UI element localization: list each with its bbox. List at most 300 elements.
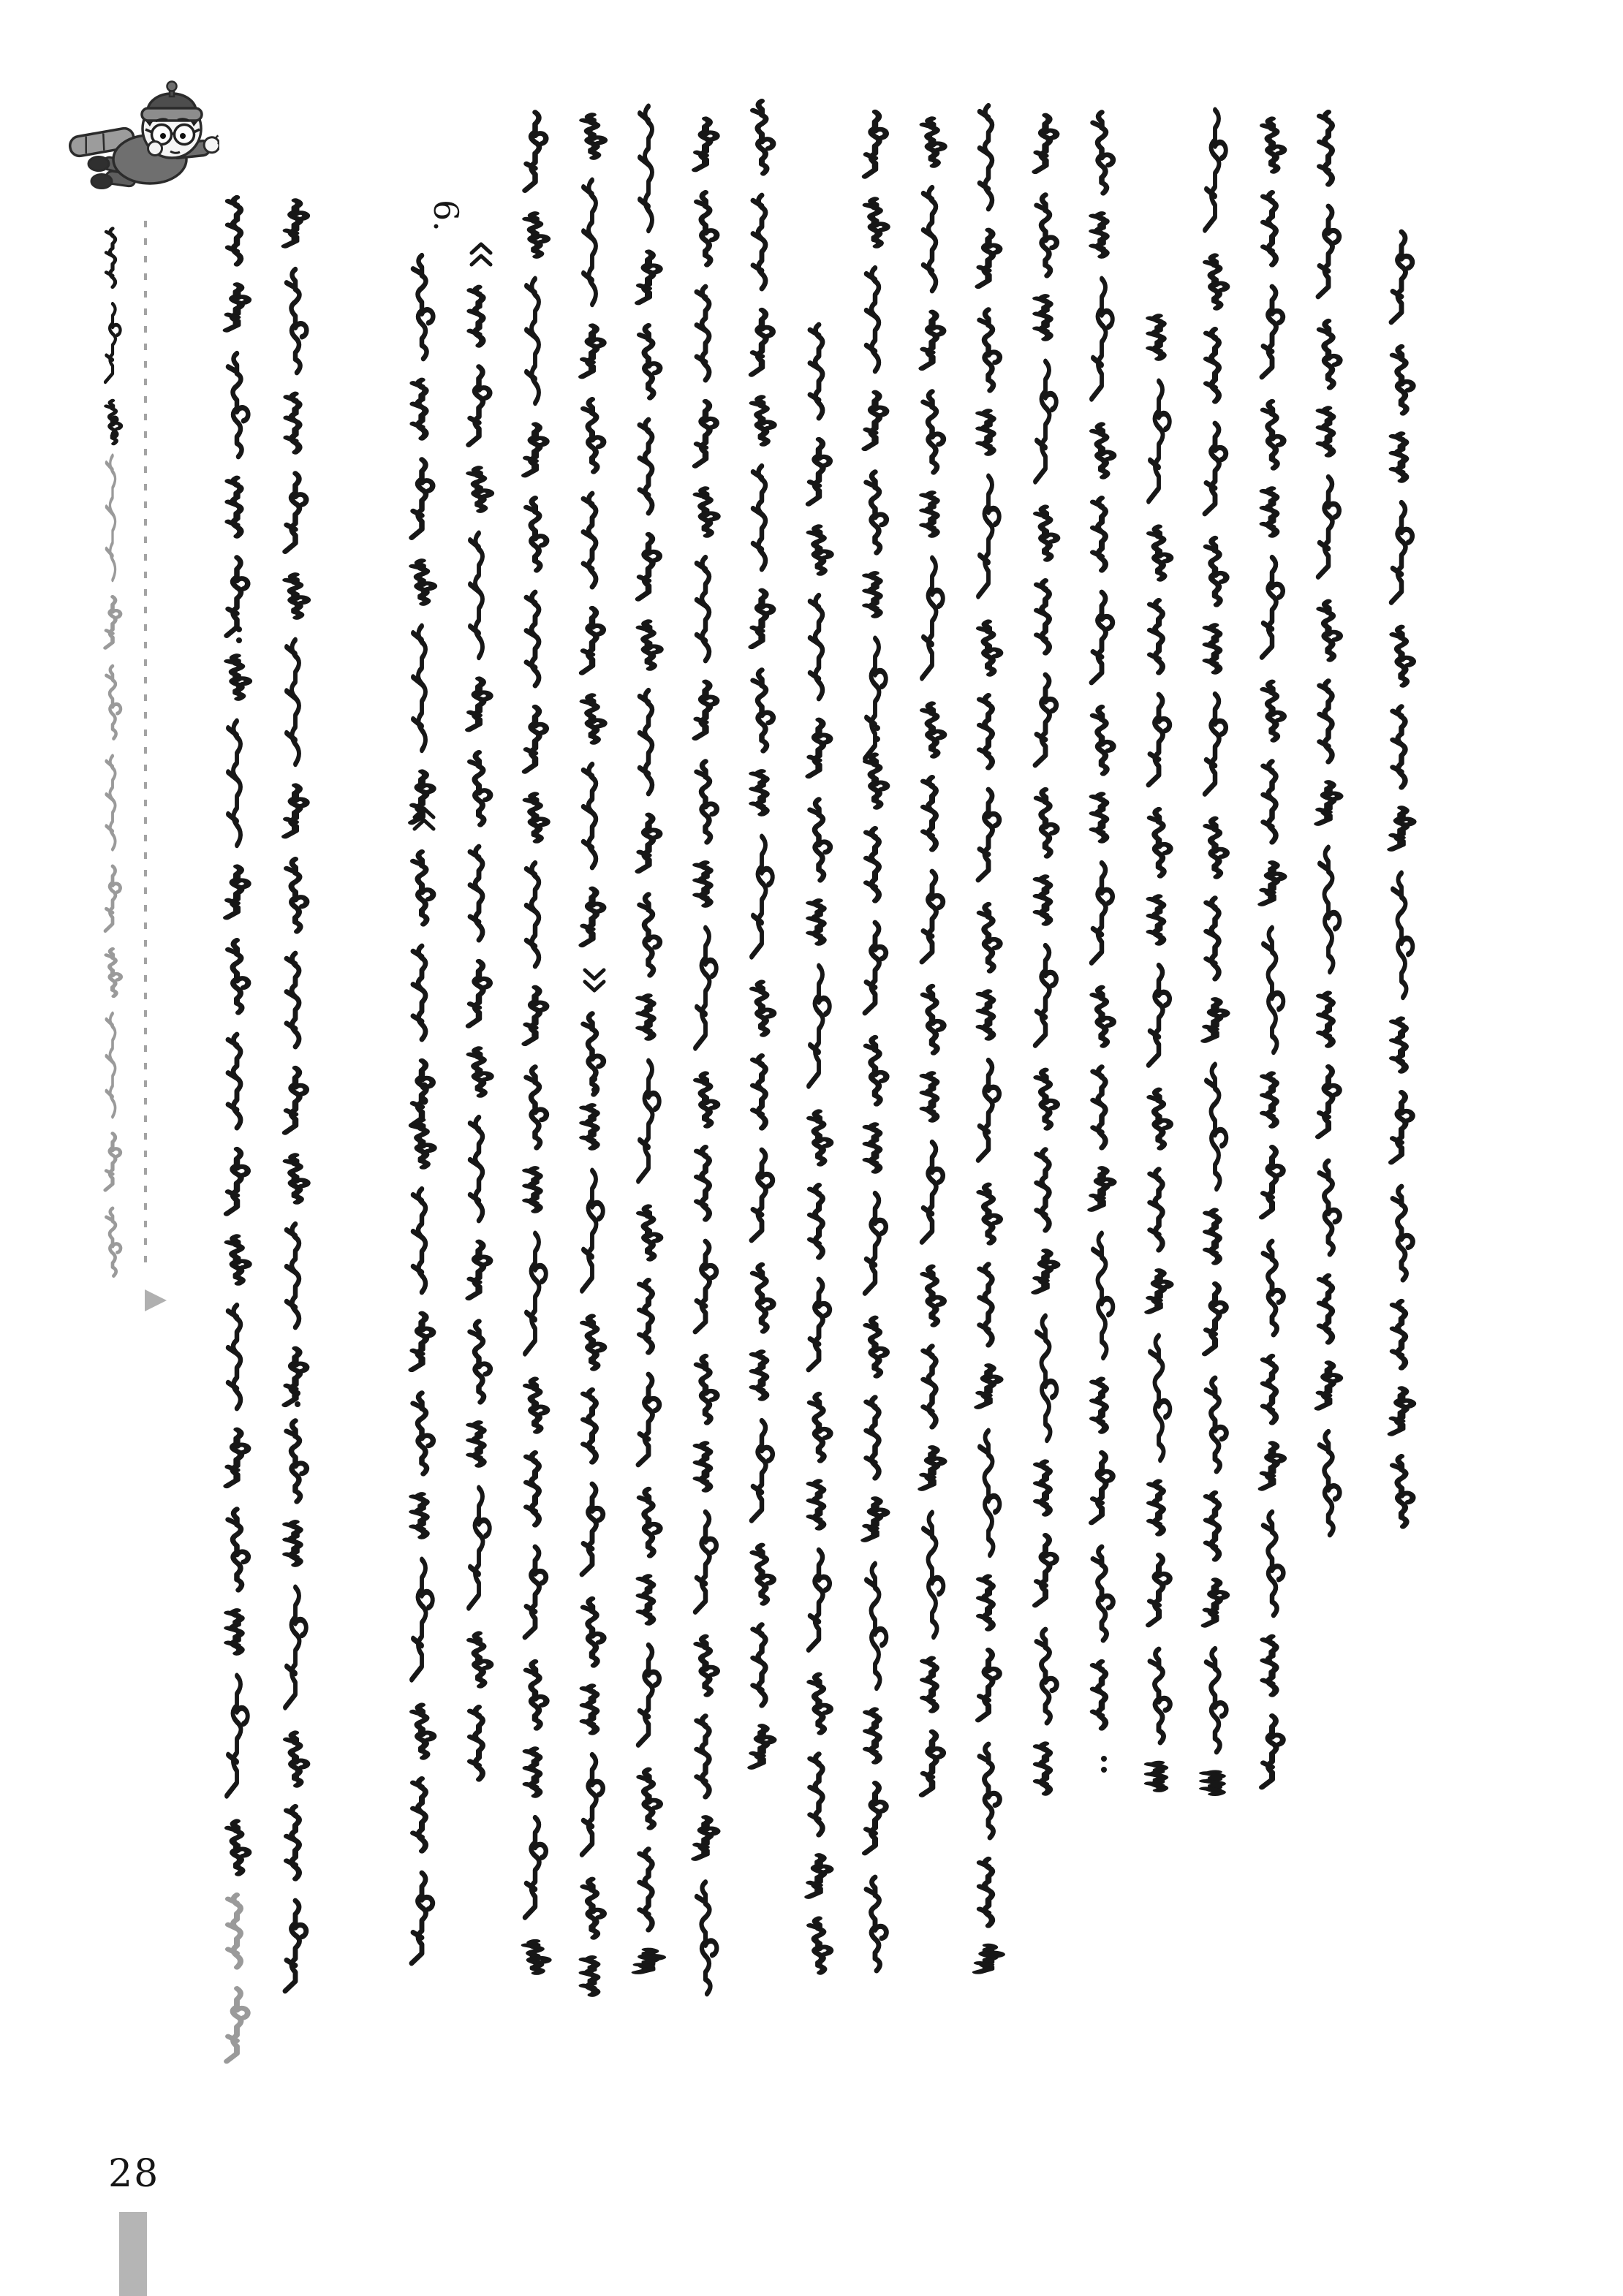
- script-word: [228, 478, 241, 537]
- script-word: [810, 1675, 830, 1733]
- script-word: [753, 771, 765, 814]
- script-word: [1206, 1649, 1226, 1752]
- script-word: [582, 1755, 603, 1855]
- script-word: [469, 678, 490, 730]
- script-word: [1393, 707, 1405, 788]
- script-word: [413, 1120, 433, 1167]
- script-word: [525, 707, 546, 772]
- script-word: [866, 268, 879, 371]
- script-word: [1037, 507, 1056, 559]
- script-word: [526, 1168, 539, 1211]
- script-word: [227, 1149, 248, 1214]
- script-word: [526, 1662, 546, 1729]
- script-word: [526, 279, 539, 403]
- script-word: [753, 1352, 765, 1399]
- script-word: [866, 199, 886, 246]
- script-word: [583, 399, 603, 471]
- text-column-3: [412, 256, 433, 1963]
- text-column-10: [809, 325, 830, 1973]
- script-word: [1320, 1161, 1339, 1254]
- script-word: [753, 101, 773, 173]
- script-word: [1149, 1270, 1170, 1312]
- script-word: [228, 656, 248, 699]
- script-word: [412, 460, 433, 538]
- text-column-7: [638, 106, 659, 1972]
- script-word: [866, 1124, 879, 1172]
- script-word: [923, 1658, 936, 1710]
- script-word: [1393, 346, 1412, 414]
- script-word: [227, 866, 248, 917]
- section-dots: [591, 1087, 597, 1093]
- script-word: [1206, 819, 1226, 877]
- script-word: [1149, 966, 1170, 1066]
- script-word: [287, 394, 299, 452]
- script-word: [752, 1726, 773, 1768]
- script-word: [1093, 113, 1113, 194]
- script-word: [525, 988, 546, 1045]
- script-word: [1093, 498, 1105, 570]
- script-word: [980, 106, 992, 209]
- script-word: [106, 949, 121, 996]
- section-dots: [295, 1401, 300, 1407]
- script-word: [470, 846, 483, 940]
- script-word: [526, 213, 546, 257]
- script-word: [1206, 1210, 1219, 1262]
- script-word: [978, 1061, 999, 1161]
- script-word: [866, 828, 879, 901]
- script-word: [923, 118, 943, 166]
- script-word: [1391, 1092, 1412, 1162]
- colon-mark: [420, 1097, 428, 1105]
- script-word: [470, 1707, 483, 1779]
- script-word: [106, 455, 115, 580]
- script-word: [412, 1559, 433, 1679]
- script-word: [287, 270, 306, 373]
- script-word: [413, 852, 433, 924]
- script-word: [865, 393, 886, 450]
- section-dots: [295, 1390, 300, 1396]
- script-word: [640, 691, 652, 794]
- script-word: [1037, 1070, 1056, 1129]
- script-word: [1093, 988, 1113, 1046]
- script-word: [285, 200, 306, 246]
- script-word: [1035, 1251, 1056, 1292]
- script-word: [287, 859, 306, 931]
- script-word: [1318, 1363, 1339, 1409]
- script-word: [697, 287, 709, 380]
- script-word: [980, 1185, 999, 1243]
- script-word: [809, 1855, 830, 1897]
- script-word: [470, 1633, 490, 1686]
- script-word: [470, 1048, 490, 1096]
- script-word: [980, 1859, 992, 1926]
- script-word: [583, 115, 603, 158]
- script-word: [865, 922, 886, 1013]
- script-word: [1092, 592, 1113, 683]
- script-word: [1262, 1147, 1283, 1217]
- exercise-number: 6.: [426, 200, 466, 232]
- script-word: [865, 1499, 886, 1540]
- script-word: [1263, 928, 1283, 1052]
- script-word: [640, 1206, 659, 1259]
- script-word: [106, 1208, 121, 1276]
- script-word: [526, 1941, 546, 1973]
- script-word: [865, 1783, 886, 1853]
- script-word: [1320, 993, 1332, 1045]
- script-word: [923, 188, 936, 291]
- script-word: [1318, 477, 1339, 577]
- script-word: [753, 466, 765, 569]
- script-word: [978, 230, 999, 287]
- script-word: [810, 800, 830, 881]
- text-column-8: [695, 118, 716, 1993]
- script-word: [470, 752, 490, 825]
- script-word: [809, 1550, 830, 1651]
- script-word: [470, 1422, 483, 1466]
- script-word: [412, 1314, 433, 1371]
- script-word: [866, 1318, 886, 1376]
- script-word: [287, 640, 299, 764]
- text-column-2: [285, 200, 306, 1991]
- script-word: [228, 354, 248, 457]
- script-word: [1093, 707, 1113, 774]
- script-word: [1150, 1090, 1170, 1148]
- script-word: [695, 928, 716, 1047]
- script-word: [1093, 1662, 1105, 1729]
- text-column-19: [1318, 112, 1339, 1535]
- script-word: [866, 1564, 886, 1688]
- script-word: [753, 1056, 765, 1128]
- script-word: [583, 1599, 603, 1666]
- script-word: [1263, 1241, 1283, 1335]
- script-word: [1206, 329, 1219, 401]
- script-word: [227, 1988, 248, 2061]
- script-word: [697, 863, 709, 906]
- script-word: [1037, 789, 1056, 857]
- script-word: [922, 558, 943, 678]
- script-word: [1393, 1456, 1412, 1526]
- script-word: [525, 1818, 546, 1918]
- script-word: [923, 1346, 936, 1428]
- script-word: [1037, 1150, 1049, 1231]
- script-word: [1262, 1443, 1283, 1489]
- script-word: [1092, 279, 1113, 398]
- section-dots: [1101, 1767, 1107, 1773]
- script-word: [980, 310, 999, 391]
- script-word: [810, 1394, 830, 1461]
- text-column-18: [1262, 118, 1283, 1787]
- script-word: [640, 106, 652, 230]
- script-word: [1263, 488, 1276, 536]
- script-word: [866, 472, 886, 553]
- script-word: [753, 1265, 773, 1332]
- script-word: [285, 1068, 306, 1133]
- script-word: [413, 626, 425, 750]
- script-word: [695, 1817, 716, 1859]
- script-word: [228, 197, 241, 265]
- text-column-4: [469, 287, 490, 1780]
- script-word: [228, 1610, 241, 1653]
- script-word: [1205, 110, 1226, 230]
- script-word: [810, 325, 822, 418]
- script-word: [1206, 1378, 1226, 1471]
- script-word: [470, 1118, 483, 1221]
- script-word: [922, 1143, 943, 1243]
- bottom-edge-tab: [119, 2212, 147, 2296]
- text-column-13: [978, 106, 999, 1973]
- script-word: [469, 961, 490, 1026]
- script-word: [638, 815, 659, 872]
- script-word: [413, 561, 433, 604]
- script-word: [978, 476, 999, 596]
- script-word: [980, 1431, 999, 1555]
- script-word: [752, 1150, 773, 1240]
- script-word: [865, 1194, 886, 1294]
- script-word: [1093, 1067, 1105, 1148]
- script-word: [470, 287, 483, 346]
- text-column-6: [582, 115, 603, 1995]
- script-word: [1206, 1064, 1226, 1189]
- script-word: [923, 493, 936, 536]
- script-word: [1150, 1762, 1162, 1790]
- script-word: [105, 866, 121, 931]
- script-word: [922, 312, 943, 369]
- section-dots: [1101, 1756, 1107, 1762]
- script-word: [1092, 863, 1113, 963]
- script-word: [526, 1452, 539, 1525]
- script-word: [1320, 408, 1332, 455]
- script-word: [697, 488, 716, 536]
- script-word: [106, 1014, 115, 1117]
- section-dots: [236, 637, 242, 643]
- script-word: [638, 534, 659, 599]
- script-word: [980, 621, 999, 674]
- script-word: [923, 777, 936, 849]
- script-word: [923, 986, 943, 1053]
- open-quote-mark: [472, 244, 491, 265]
- script-word: [526, 794, 546, 841]
- script-word: [1093, 1233, 1113, 1357]
- script-word: [1205, 694, 1226, 795]
- script-word: [526, 1379, 546, 1431]
- script-word: [1320, 112, 1332, 184]
- script-word: [1149, 381, 1170, 501]
- script-word: [1150, 1481, 1162, 1534]
- script-word: [1092, 1452, 1113, 1523]
- script-word: [923, 1512, 943, 1637]
- script-word: [1318, 782, 1339, 824]
- script-word: [1150, 896, 1162, 944]
- script-word: [1037, 1629, 1056, 1723]
- script-word: [810, 526, 830, 574]
- script-word: [697, 1147, 709, 1219]
- script-word: [697, 1356, 716, 1423]
- script-word: [525, 1547, 546, 1637]
- script-word: [582, 1170, 603, 1290]
- script-word: [1393, 873, 1412, 997]
- script-word: [287, 1732, 306, 1785]
- script-word: [1320, 602, 1339, 660]
- script-word: [978, 1945, 999, 1972]
- script-word: [287, 1522, 299, 1565]
- script-word: [583, 1316, 603, 1368]
- script-word: [640, 1770, 659, 1828]
- script-word: [1206, 538, 1226, 605]
- script-word: [106, 666, 121, 738]
- script-word: [638, 1950, 659, 1972]
- script-word: [752, 591, 773, 648]
- script-word: [583, 1014, 603, 1095]
- script-word: [228, 1034, 241, 1128]
- script-word: [105, 596, 121, 648]
- script-word: [227, 1675, 248, 1795]
- script-word: [1093, 1547, 1113, 1640]
- script-word: [525, 113, 546, 191]
- script-word: [525, 424, 546, 475]
- script-word: [228, 940, 248, 1012]
- script-word: [640, 1489, 659, 1556]
- script-word: [526, 863, 539, 966]
- script-word: [697, 1882, 716, 1994]
- script-word: [287, 953, 299, 1047]
- script-word: [753, 195, 765, 289]
- script-word: [1393, 627, 1412, 686]
- script-word: [1263, 118, 1283, 171]
- script-word: [922, 871, 943, 962]
- script-word: [1037, 1743, 1049, 1794]
- script-word: [470, 533, 483, 657]
- script-word: [1150, 316, 1162, 359]
- script-word: [526, 498, 546, 570]
- script-word: [228, 1236, 248, 1284]
- script-word: [106, 756, 115, 849]
- script-word: [582, 1484, 603, 1575]
- colon-mark: [111, 431, 119, 439]
- script-word: [413, 1778, 425, 1851]
- script-word: [1035, 115, 1056, 173]
- script-word: [866, 1398, 879, 1479]
- script-word: [1393, 433, 1405, 481]
- script-word: [582, 325, 603, 376]
- script-word: [1037, 195, 1056, 276]
- script-word: [922, 1732, 943, 1795]
- script-word: [980, 991, 992, 1039]
- script-word: [923, 1073, 936, 1121]
- script-word: [285, 474, 306, 552]
- script-word: [923, 703, 943, 756]
- script-word: [1391, 503, 1412, 603]
- script-word: [583, 695, 603, 743]
- script-word: [1037, 876, 1049, 924]
- script-word: [583, 180, 596, 304]
- script-word: [640, 325, 659, 398]
- script-word: [1037, 1461, 1049, 1514]
- script-word: [1320, 1276, 1332, 1343]
- script-word: [106, 229, 115, 287]
- script-word: [413, 1494, 425, 1537]
- script-word: [1093, 794, 1105, 841]
- script-word: [228, 721, 241, 845]
- script-word: [1263, 401, 1283, 469]
- script-word: [809, 439, 830, 504]
- script-word: [640, 996, 652, 1039]
- script-word: [922, 1447, 943, 1489]
- script-word: [1037, 580, 1049, 653]
- script-word: [583, 1105, 596, 1148]
- text-column-9: [752, 101, 773, 1768]
- script-word: [753, 397, 773, 444]
- script-word: [227, 1430, 248, 1487]
- script-word: [697, 192, 716, 265]
- script-word: [695, 1241, 716, 1332]
- script-word: [753, 670, 773, 751]
- text-column-14: [1035, 115, 1056, 1794]
- script-word: [695, 401, 716, 466]
- script-word: [1093, 424, 1113, 477]
- script-word: [980, 1576, 992, 1629]
- script-word: [810, 1481, 822, 1528]
- script-word: [526, 1067, 546, 1148]
- script-word: [638, 1645, 659, 1746]
- script-word: [980, 411, 992, 454]
- script-word: [923, 392, 943, 473]
- script-word: [1150, 809, 1170, 876]
- script-word: [753, 982, 773, 1034]
- caption-column: [105, 229, 121, 1276]
- script-word: [1393, 1018, 1405, 1071]
- script-word: [640, 1280, 652, 1352]
- text-column-17: [1205, 110, 1226, 1794]
- script-word: [285, 1587, 306, 1707]
- script-word: [1391, 808, 1412, 849]
- script-word: [695, 1512, 716, 1613]
- script-word: [287, 1224, 299, 1327]
- script-word: [287, 1421, 306, 1502]
- text-column-12: [922, 118, 943, 1795]
- script-word: [1150, 1649, 1170, 1743]
- script-word: [105, 1134, 121, 1191]
- colon-mark: [111, 416, 119, 424]
- script-word: [1035, 1535, 1056, 1605]
- page-number: 28: [108, 2152, 160, 2196]
- script-word: [1149, 1555, 1170, 1625]
- script-word: [470, 1322, 490, 1403]
- script-word: [469, 367, 490, 445]
- script-word: [1391, 1388, 1412, 1434]
- script-word: [1393, 1186, 1412, 1280]
- close-quote-mark: [585, 970, 604, 990]
- script-word: [980, 695, 992, 768]
- script-word: [582, 608, 603, 673]
- script-word: [1320, 321, 1339, 388]
- colon-mark: [420, 1083, 428, 1091]
- script-word: [1262, 863, 1283, 904]
- text-column-1: [227, 197, 248, 2061]
- text-column-11: [865, 112, 886, 1971]
- script-word: [1205, 999, 1226, 1041]
- script-word: [1263, 1356, 1276, 1423]
- script-word: [1205, 1580, 1226, 1626]
- section-dots: [591, 1076, 597, 1082]
- script-word: [583, 1958, 596, 1996]
- script-word: [413, 1705, 433, 1757]
- script-word: [980, 904, 999, 971]
- script-word: [697, 1716, 709, 1797]
- script-word: [1263, 192, 1276, 265]
- script-word: [583, 765, 596, 868]
- script-word: [697, 1637, 716, 1695]
- script-word: [1263, 1512, 1283, 1615]
